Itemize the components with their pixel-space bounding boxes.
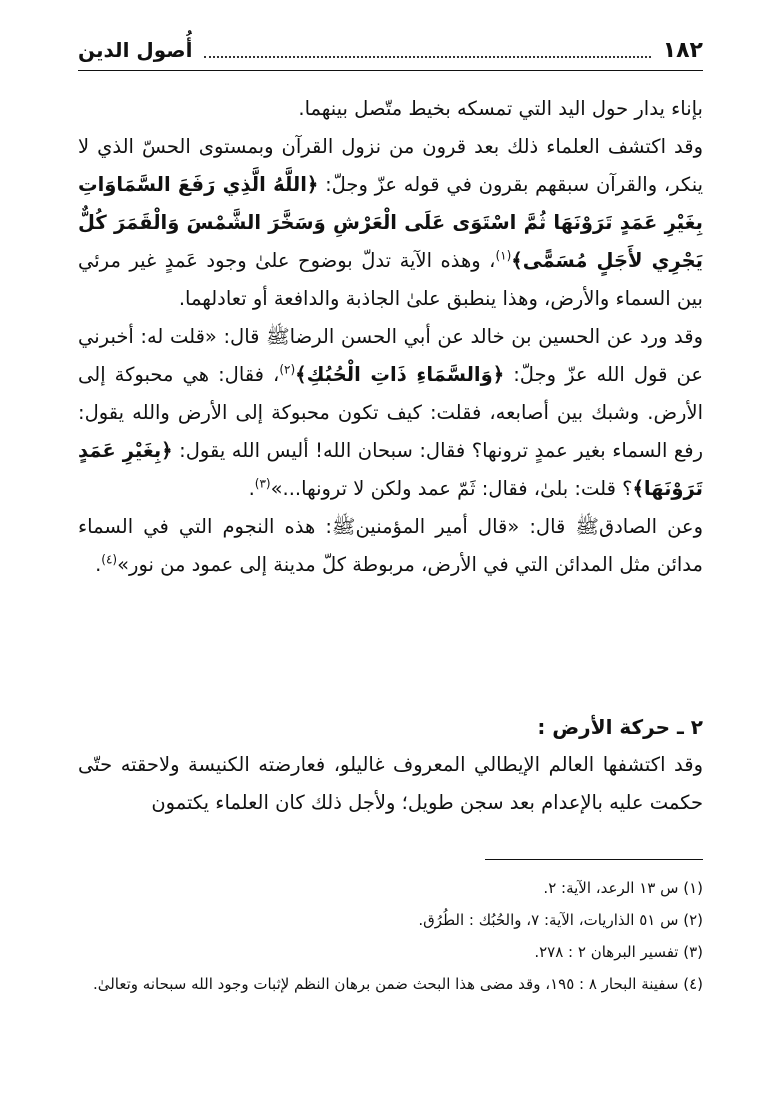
paragraph-4-text: وعن الصادقﷺ قال: «قال أمير المؤمنينﷺ: هذه النجوم التي في السماء مدائن مثل المدائن التي في الأرض، مربوطة كلّ مدينة إلى عمود من نور» [78,515,703,576]
paragraph-2-intro: وقد اكتشف العلماء ذلك بعد قرون من نزول القرآن وبمستوى الحسّ الذي لا ينكر، والقرآن سبقهم بقرون في قوله عزّ وجلّ: [78,135,704,196]
paragraph-3: وقد ورد عن الحسين بن خالد عن أبي الحسن الرضاﷺ قال: «قلت له: أخبرني عن قول الله عزّ وجلّ: ﴿وَالسَّمَاءِ ذَاتِ الْحُبُكِ﴾$^{(٢)}$، فقال: هي محبوكة إلى الأرض. وشبك بين أصابعه، فقلت: كيف تكون محبوكة إلى الأرض والله يقول: رفع السماء بغير عمدٍ ترونها؟ فقال: سبحان الله! أليس الله يقول: ﴿بِغَيْرِ عَمَدٍ تَرَوْنَهَا﴾؟ قلت: بلىٰ، فقال: ثَمّ عمد ولكن لا ترونها...»$^{(٣)}$. [78,325,703,500]
quran-verse-3: ﴿بِغَيْرِ عَمَدٍ تَرَوْنَهَا﴾ [78,439,703,500]
paragraph-4: وعن الصادقﷺ قال: «قال أمير المؤمنينﷺ: هذه النجوم التي في السماء مدائن مثل المدائن التي في الأرض، مربوطة كلّ مدينة إلى عمود من نور»$^{(٤)}$. [78,515,703,576]
footnotes [78,872,703,1000]
quran-verse-1: ﴿اللَّهُ الَّذِي رَفَعَ السَّمَاوَاتِ بِغَيْرِ عَمَدٍ تَرَوْنَهَا ثُمَّ اسْتَوَى عَلَى الْعَرْشِ وَسَخَّرَ الشَّمْسَ وَالْقَمَرَ كُلٌّ يَجْرِي لأَجَلٍ مُسَمًّى﴾ [78,173,703,272]
paragraph-1: بإناء يدار حول اليد التي تمسكه بخيط متّصل بينهما. [298,97,703,120]
header-dot-leader [204,42,650,58]
footnote-3: (٣) تفسير البرهان ٢ : ٢٧٨. [534,943,703,961]
main-text [78,90,703,584]
footnote-2: (٢) س ٥١ الذاريات، الآية: ٧، والحُبُك : الطُرُق. [418,911,703,929]
section-heading: ٢ ـ حركة الأرض : [537,715,703,739]
footnote-divider [485,859,703,860]
footnote-4: (٤) سفينة البحار ٨ : ١٩٥، وقد مضى هذا البحث ضمن برهان النظم لإثبات وجود الله سبحانه وتعالىٰ. [92,975,703,993]
paragraph-3-end: ؟ قلت: بلىٰ، فقال: ثَمّ عمد ولكن لا ترونها...» [270,477,633,500]
footnote-ref-1: (١) [495,248,512,263]
paragraph-2 [78,128,703,318]
section-earth-motion [78,708,703,822]
running-title: أُصول الدين [78,38,193,62]
footnote-ref-2: (٢) [279,362,296,377]
footnote-1: (١) س ١٣ الرعد، الآية: ٢. [543,879,703,897]
paragraph-3-intro: وقد ورد عن الحسين بن خالد عن أبي الحسن الرضاﷺ قال: «قلت له: أخبرني عن قول الله عزّ وجلّ: [78,325,703,386]
paragraph-2-rest: ، وهذه الآية تدلّ بوضوح علىٰ وجود عَمدٍ غير مرئي بين السماء والأرض، وهذا ينطبق علىٰ الجاذبة والدافعة أو تعادلهما. [78,249,703,310]
quran-verse-2: ﴿وَالسَّمَاءِ ذَاتِ الْحُبُكِ﴾ [295,363,505,386]
footnote-ref-3: (٣) [254,476,271,491]
page-header [78,30,703,71]
page-number: ١٨٢ [662,37,703,63]
paragraph-3-middle: ، فقال: هي محبوكة إلى الأرض. وشبك بين أصابعه، فقلت: كيف تكون محبوكة إلى الأرض والله يقول: رفع السماء بغير عمدٍ ترونها؟ فقال: سبحان الله! أليس الله يقول: [78,363,703,462]
section-paragraph: وقد اكتشفها العالم الإيطالي المعروف غاليلو، فعارضته الكنيسة ولاحقته حتّى حكمت عليه بالإعدام بعد سجن طويل؛ ولأجل ذلك كان العلماء يكتمون [78,753,703,814]
footnote-ref-4: (٤) [101,552,118,567]
